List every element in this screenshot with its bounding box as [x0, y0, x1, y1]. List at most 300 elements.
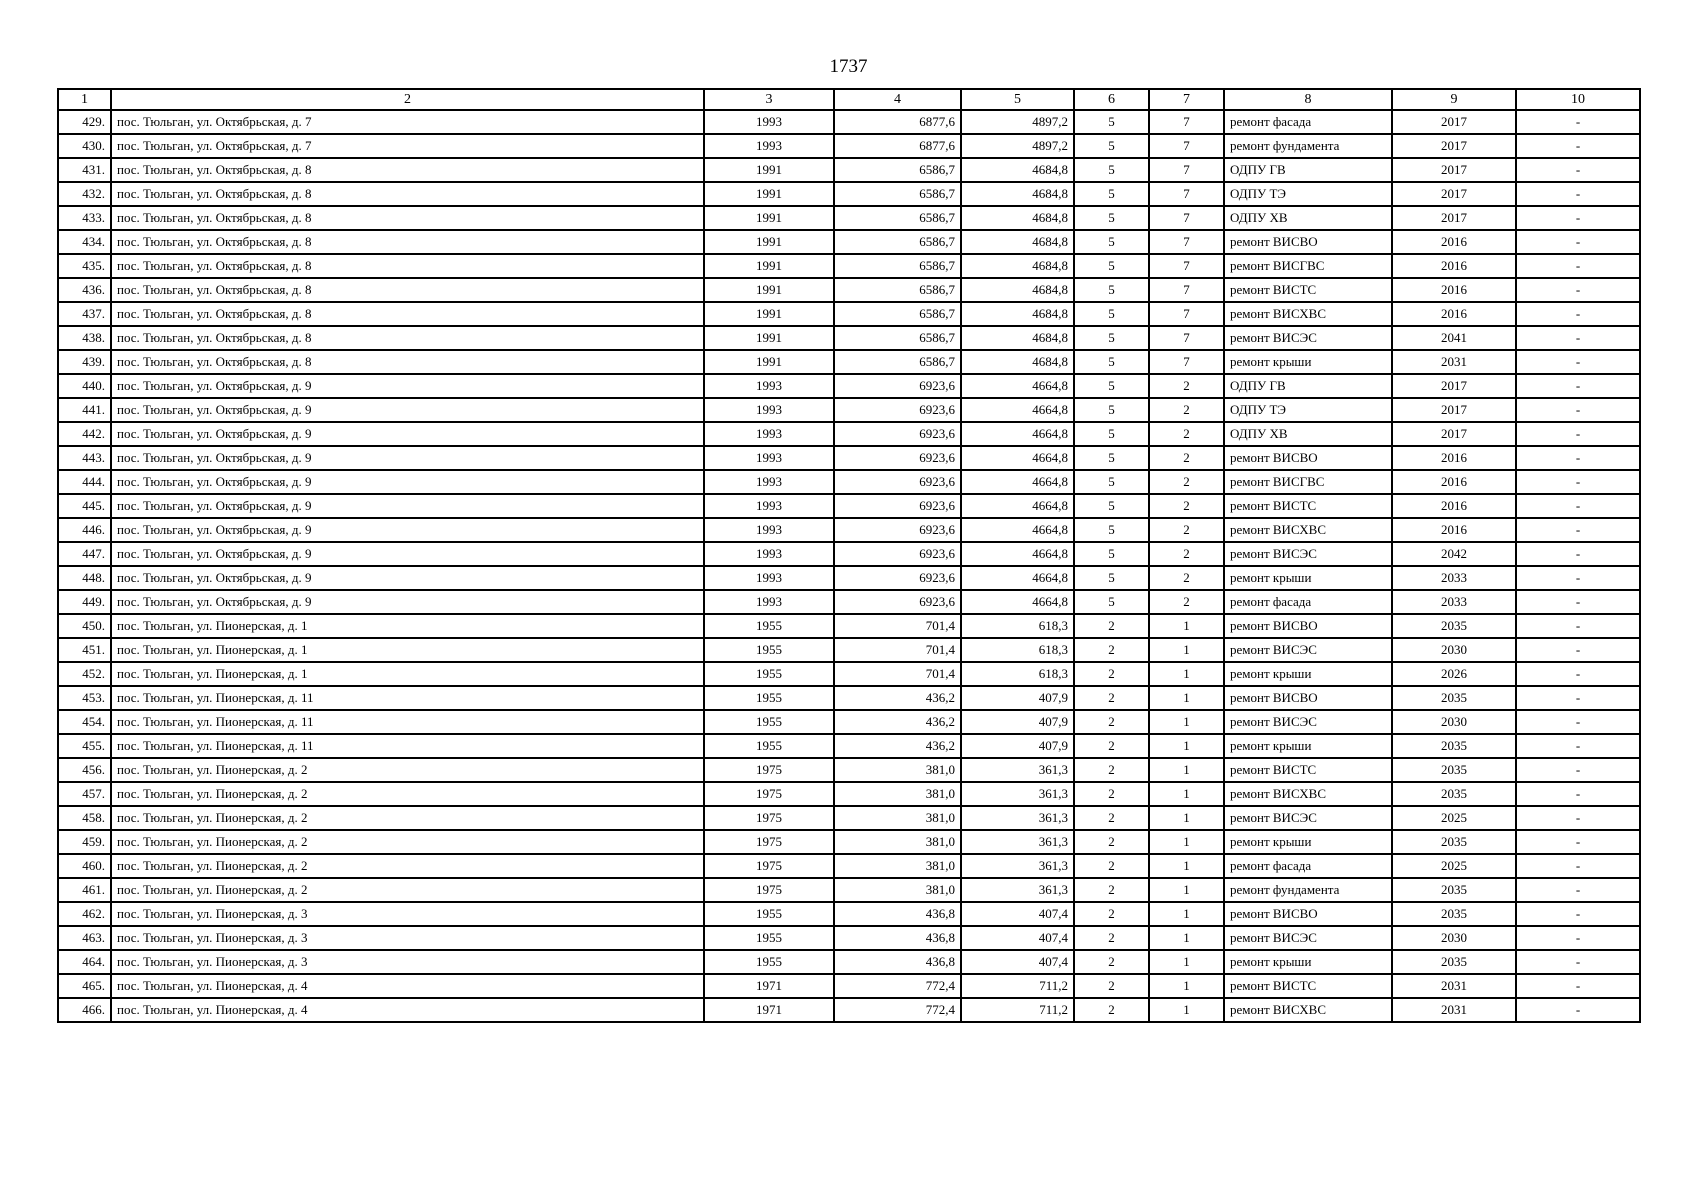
term-year-cell: 2030: [1392, 710, 1516, 734]
address-cell: пос. Тюльган, ул. Пионерская, д. 3: [111, 902, 704, 926]
living-area-cell: 4664,8: [961, 494, 1074, 518]
header-cell: 4: [834, 89, 961, 110]
year-cell: 1993: [704, 518, 834, 542]
column-10-cell: -: [1516, 830, 1640, 854]
floors-cell: 5: [1074, 230, 1149, 254]
floors-cell: 5: [1074, 446, 1149, 470]
total-area-cell: 6586,7: [834, 230, 961, 254]
column-10-cell: -: [1516, 614, 1640, 638]
column-10-cell: -: [1516, 854, 1640, 878]
floors-cell: 5: [1074, 110, 1149, 134]
table-row: [58, 110, 1640, 134]
address-cell: пос. Тюльган, ул. Октябрьская, д. 8: [111, 302, 704, 326]
floors-cell: 2: [1074, 806, 1149, 830]
term-year-cell: 2026: [1392, 662, 1516, 686]
year-cell: 1975: [704, 782, 834, 806]
address-cell: пос. Тюльган, ул. Октябрьская, д. 7: [111, 110, 704, 134]
row-number-cell: 429.: [58, 110, 111, 134]
year-cell: 1993: [704, 110, 834, 134]
row-number-cell: 442.: [58, 422, 111, 446]
capital-repair-table: [57, 88, 1641, 1023]
floors-cell: 2: [1074, 902, 1149, 926]
floors-cell: 5: [1074, 182, 1149, 206]
work-type-cell: ремонт ВИСЭС: [1224, 806, 1392, 830]
year-cell: 1975: [704, 806, 834, 830]
column-10-cell: -: [1516, 278, 1640, 302]
work-type-cell: ремонт ВИСХВС: [1224, 998, 1392, 1022]
entrances-cell: 7: [1149, 326, 1224, 350]
total-area-cell: 436,8: [834, 902, 961, 926]
year-cell: 1991: [704, 158, 834, 182]
row-number-cell: 454.: [58, 710, 111, 734]
address-cell: пос. Тюльган, ул. Октябрьская, д. 8: [111, 206, 704, 230]
entrances-cell: 2: [1149, 422, 1224, 446]
term-year-cell: 2016: [1392, 518, 1516, 542]
work-type-cell: ремонт ВИСХВС: [1224, 302, 1392, 326]
address-cell: пос. Тюльган, ул. Октябрьская, д. 8: [111, 278, 704, 302]
column-10-cell: -: [1516, 350, 1640, 374]
entrances-cell: 1: [1149, 998, 1224, 1022]
term-year-cell: 2016: [1392, 278, 1516, 302]
table-row: [58, 974, 1640, 998]
entrances-cell: 1: [1149, 974, 1224, 998]
total-area-cell: 6586,7: [834, 326, 961, 350]
living-area-cell: 4897,2: [961, 134, 1074, 158]
work-type-cell: ремонт крыши: [1224, 830, 1392, 854]
year-cell: 1975: [704, 854, 834, 878]
column-10-cell: -: [1516, 782, 1640, 806]
total-area-cell: 6923,6: [834, 446, 961, 470]
row-number-cell: 451.: [58, 638, 111, 662]
living-area-cell: 711,2: [961, 998, 1074, 1022]
address-cell: пос. Тюльган, ул. Октябрьская, д. 9: [111, 566, 704, 590]
column-10-cell: -: [1516, 638, 1640, 662]
row-number-cell: 439.: [58, 350, 111, 374]
address-cell: пос. Тюльган, ул. Пионерская, д. 11: [111, 686, 704, 710]
address-cell: пос. Тюльган, ул. Октябрьская, д. 9: [111, 494, 704, 518]
work-type-cell: ремонт ВИСВО: [1224, 446, 1392, 470]
column-10-cell: -: [1516, 302, 1640, 326]
year-cell: 1993: [704, 590, 834, 614]
floors-cell: 5: [1074, 422, 1149, 446]
term-year-cell: 2031: [1392, 974, 1516, 998]
address-cell: пос. Тюльган, ул. Пионерская, д. 11: [111, 734, 704, 758]
row-number-cell: 435.: [58, 254, 111, 278]
floors-cell: 2: [1074, 710, 1149, 734]
work-type-cell: ОДПУ ХВ: [1224, 422, 1392, 446]
year-cell: 1993: [704, 374, 834, 398]
floors-cell: 5: [1074, 326, 1149, 350]
living-area-cell: 4664,8: [961, 542, 1074, 566]
entrances-cell: 1: [1149, 806, 1224, 830]
table-row: [58, 926, 1640, 950]
row-number-cell: 447.: [58, 542, 111, 566]
table-row: [58, 254, 1640, 278]
term-year-cell: 2035: [1392, 902, 1516, 926]
living-area-cell: 4684,8: [961, 302, 1074, 326]
table-row: [58, 326, 1640, 350]
work-type-cell: ОДПУ ТЭ: [1224, 182, 1392, 206]
row-number-cell: 444.: [58, 470, 111, 494]
row-number-cell: 453.: [58, 686, 111, 710]
work-type-cell: ремонт ВИСВО: [1224, 686, 1392, 710]
living-area-cell: 361,3: [961, 806, 1074, 830]
term-year-cell: 2030: [1392, 638, 1516, 662]
table-row: [58, 374, 1640, 398]
total-area-cell: 6923,6: [834, 566, 961, 590]
entrances-cell: 2: [1149, 446, 1224, 470]
table-row: [58, 638, 1640, 662]
year-cell: 1955: [704, 614, 834, 638]
floors-cell: 5: [1074, 494, 1149, 518]
column-10-cell: -: [1516, 686, 1640, 710]
year-cell: 1955: [704, 710, 834, 734]
row-number-cell: 443.: [58, 446, 111, 470]
row-number-cell: 459.: [58, 830, 111, 854]
header-cell: 7: [1149, 89, 1224, 110]
table-row: [58, 662, 1640, 686]
table-row: [58, 134, 1640, 158]
address-cell: пос. Тюльган, ул. Октябрьская, д. 9: [111, 398, 704, 422]
column-10-cell: -: [1516, 230, 1640, 254]
header-cell: 9: [1392, 89, 1516, 110]
column-10-cell: -: [1516, 926, 1640, 950]
table-row: [58, 470, 1640, 494]
column-10-cell: -: [1516, 254, 1640, 278]
year-cell: 1991: [704, 182, 834, 206]
column-10-cell: -: [1516, 590, 1640, 614]
column-10-cell: -: [1516, 494, 1640, 518]
floors-cell: 2: [1074, 926, 1149, 950]
year-cell: 1975: [704, 830, 834, 854]
total-area-cell: 6923,6: [834, 398, 961, 422]
total-area-cell: 772,4: [834, 998, 961, 1022]
work-type-cell: ремонт крыши: [1224, 734, 1392, 758]
row-number-cell: 441.: [58, 398, 111, 422]
term-year-cell: 2035: [1392, 950, 1516, 974]
total-area-cell: 6586,7: [834, 350, 961, 374]
page-number: 1737: [829, 56, 868, 77]
address-cell: пос. Тюльган, ул. Октябрьская, д. 7: [111, 134, 704, 158]
entrances-cell: 1: [1149, 638, 1224, 662]
column-10-cell: -: [1516, 758, 1640, 782]
floors-cell: 5: [1074, 278, 1149, 302]
living-area-cell: 4664,8: [961, 422, 1074, 446]
living-area-cell: 407,9: [961, 686, 1074, 710]
floors-cell: 5: [1074, 134, 1149, 158]
work-type-cell: ремонт крыши: [1224, 566, 1392, 590]
table-row: [58, 950, 1640, 974]
floors-cell: 5: [1074, 302, 1149, 326]
floors-cell: 2: [1074, 662, 1149, 686]
living-area-cell: 4664,8: [961, 566, 1074, 590]
row-number-cell: 457.: [58, 782, 111, 806]
address-cell: пос. Тюльган, ул. Октябрьская, д. 9: [111, 446, 704, 470]
living-area-cell: 407,9: [961, 734, 1074, 758]
term-year-cell: 2016: [1392, 254, 1516, 278]
address-cell: пос. Тюльган, ул. Пионерская, д. 2: [111, 782, 704, 806]
term-year-cell: 2035: [1392, 734, 1516, 758]
living-area-cell: 4684,8: [961, 326, 1074, 350]
entrances-cell: 1: [1149, 926, 1224, 950]
entrances-cell: 1: [1149, 782, 1224, 806]
row-number-cell: 436.: [58, 278, 111, 302]
address-cell: пос. Тюльган, ул. Октябрьская, д. 9: [111, 374, 704, 398]
term-year-cell: 2016: [1392, 494, 1516, 518]
header-cell: 6: [1074, 89, 1149, 110]
floors-cell: 2: [1074, 854, 1149, 878]
table-row: [58, 302, 1640, 326]
entrances-cell: 7: [1149, 230, 1224, 254]
column-10-cell: -: [1516, 398, 1640, 422]
term-year-cell: 2031: [1392, 998, 1516, 1022]
entrances-cell: 2: [1149, 542, 1224, 566]
entrances-cell: 2: [1149, 374, 1224, 398]
living-area-cell: 4664,8: [961, 446, 1074, 470]
total-area-cell: 436,2: [834, 734, 961, 758]
address-cell: пос. Тюльган, ул. Пионерская, д. 1: [111, 638, 704, 662]
total-area-cell: 436,2: [834, 686, 961, 710]
table-row: [58, 566, 1640, 590]
entrances-cell: 1: [1149, 614, 1224, 638]
total-area-cell: 6586,7: [834, 158, 961, 182]
year-cell: 1991: [704, 230, 834, 254]
column-10-cell: -: [1516, 974, 1640, 998]
floors-cell: 2: [1074, 878, 1149, 902]
living-area-cell: 4664,8: [961, 518, 1074, 542]
work-type-cell: ремонт фундамента: [1224, 878, 1392, 902]
work-type-cell: ремонт фасада: [1224, 110, 1392, 134]
address-cell: пос. Тюльган, ул. Пионерская, д. 3: [111, 926, 704, 950]
living-area-cell: 711,2: [961, 974, 1074, 998]
row-number-cell: 458.: [58, 806, 111, 830]
floors-cell: 2: [1074, 974, 1149, 998]
total-area-cell: 6586,7: [834, 278, 961, 302]
address-cell: пос. Тюльган, ул. Октябрьская, д. 8: [111, 158, 704, 182]
row-number-cell: 465.: [58, 974, 111, 998]
term-year-cell: 2042: [1392, 542, 1516, 566]
column-10-cell: -: [1516, 806, 1640, 830]
row-number-cell: 434.: [58, 230, 111, 254]
address-cell: пос. Тюльган, ул. Октябрьская, д. 9: [111, 590, 704, 614]
work-type-cell: ремонт крыши: [1224, 950, 1392, 974]
term-year-cell: 2025: [1392, 806, 1516, 830]
entrances-cell: 1: [1149, 902, 1224, 926]
total-area-cell: 6877,6: [834, 110, 961, 134]
floors-cell: 5: [1074, 566, 1149, 590]
table-row: [58, 686, 1640, 710]
row-number-cell: 438.: [58, 326, 111, 350]
living-area-cell: 4684,8: [961, 182, 1074, 206]
work-type-cell: ремонт ВИСЭС: [1224, 326, 1392, 350]
living-area-cell: 4664,8: [961, 374, 1074, 398]
table-row: [58, 542, 1640, 566]
term-year-cell: 2025: [1392, 854, 1516, 878]
row-number-cell: 445.: [58, 494, 111, 518]
floors-cell: 2: [1074, 638, 1149, 662]
column-10-cell: -: [1516, 206, 1640, 230]
total-area-cell: 6586,7: [834, 182, 961, 206]
row-number-cell: 446.: [58, 518, 111, 542]
work-type-cell: ремонт ВИСЭС: [1224, 926, 1392, 950]
term-year-cell: 2017: [1392, 134, 1516, 158]
table-row: [58, 782, 1640, 806]
total-area-cell: 6877,6: [834, 134, 961, 158]
work-type-cell: ремонт крыши: [1224, 662, 1392, 686]
year-cell: 1975: [704, 878, 834, 902]
column-10-cell: -: [1516, 950, 1640, 974]
table-row: [58, 350, 1640, 374]
column-10-cell: -: [1516, 182, 1640, 206]
living-area-cell: 407,4: [961, 926, 1074, 950]
year-cell: 1955: [704, 926, 834, 950]
row-number-cell: 461.: [58, 878, 111, 902]
address-cell: пос. Тюльган, ул. Октябрьская, д. 9: [111, 542, 704, 566]
column-10-cell: -: [1516, 566, 1640, 590]
total-area-cell: 381,0: [834, 830, 961, 854]
header-cell: 2: [111, 89, 704, 110]
address-cell: пос. Тюльган, ул. Пионерская, д. 11: [111, 710, 704, 734]
entrances-cell: 1: [1149, 734, 1224, 758]
column-10-cell: -: [1516, 878, 1640, 902]
table-row: [58, 206, 1640, 230]
table-body: [58, 110, 1640, 1022]
floors-cell: 2: [1074, 686, 1149, 710]
term-year-cell: 2017: [1392, 110, 1516, 134]
row-number-cell: 452.: [58, 662, 111, 686]
total-area-cell: 6923,6: [834, 470, 961, 494]
table-row: [58, 806, 1640, 830]
address-cell: пос. Тюльган, ул. Октябрьская, д. 8: [111, 230, 704, 254]
row-number-cell: 433.: [58, 206, 111, 230]
work-type-cell: ОДПУ ТЭ: [1224, 398, 1392, 422]
term-year-cell: 2017: [1392, 422, 1516, 446]
year-cell: 1955: [704, 662, 834, 686]
row-number-cell: 463.: [58, 926, 111, 950]
floors-cell: 5: [1074, 206, 1149, 230]
work-type-cell: ремонт ВИСЭС: [1224, 710, 1392, 734]
year-cell: 1955: [704, 638, 834, 662]
column-10-cell: -: [1516, 998, 1640, 1022]
work-type-cell: ремонт ВИСВО: [1224, 614, 1392, 638]
work-type-cell: ремонт ВИСВО: [1224, 230, 1392, 254]
term-year-cell: 2016: [1392, 470, 1516, 494]
table-row: [58, 398, 1640, 422]
table-row: [58, 614, 1640, 638]
year-cell: 1991: [704, 350, 834, 374]
year-cell: 1993: [704, 134, 834, 158]
year-cell: 1991: [704, 302, 834, 326]
year-cell: 1991: [704, 254, 834, 278]
total-area-cell: 701,4: [834, 614, 961, 638]
table-row: [58, 854, 1640, 878]
total-area-cell: 381,0: [834, 878, 961, 902]
term-year-cell: 2016: [1392, 302, 1516, 326]
table-row: [58, 518, 1640, 542]
row-number-cell: 440.: [58, 374, 111, 398]
address-cell: пос. Тюльган, ул. Пионерская, д. 1: [111, 662, 704, 686]
living-area-cell: 618,3: [961, 614, 1074, 638]
work-type-cell: ремонт ВИСТС: [1224, 278, 1392, 302]
work-type-cell: ремонт ВИСХВС: [1224, 518, 1392, 542]
work-type-cell: ОДПУ ГВ: [1224, 158, 1392, 182]
column-10-cell: -: [1516, 542, 1640, 566]
table-row: [58, 182, 1640, 206]
floors-cell: 5: [1074, 470, 1149, 494]
term-year-cell: 2035: [1392, 782, 1516, 806]
address-cell: пос. Тюльган, ул. Октябрьская, д. 8: [111, 326, 704, 350]
column-10-cell: -: [1516, 446, 1640, 470]
term-year-cell: 2017: [1392, 374, 1516, 398]
term-year-cell: 2035: [1392, 830, 1516, 854]
row-number-cell: 455.: [58, 734, 111, 758]
row-number-cell: 448.: [58, 566, 111, 590]
year-cell: 1955: [704, 734, 834, 758]
floors-cell: 5: [1074, 518, 1149, 542]
total-area-cell: 436,8: [834, 926, 961, 950]
work-type-cell: ремонт крыши: [1224, 350, 1392, 374]
living-area-cell: 4684,8: [961, 254, 1074, 278]
year-cell: 1991: [704, 326, 834, 350]
entrances-cell: 2: [1149, 470, 1224, 494]
work-type-cell: ремонт ВИСТС: [1224, 758, 1392, 782]
table-row: [58, 230, 1640, 254]
address-cell: пос. Тюльган, ул. Пионерская, д. 2: [111, 758, 704, 782]
address-cell: пос. Тюльган, ул. Октябрьская, д. 8: [111, 350, 704, 374]
living-area-cell: 4664,8: [961, 398, 1074, 422]
address-cell: пос. Тюльган, ул. Пионерская, д. 2: [111, 878, 704, 902]
column-10-cell: -: [1516, 518, 1640, 542]
entrances-cell: 1: [1149, 830, 1224, 854]
term-year-cell: 2031: [1392, 350, 1516, 374]
living-area-cell: 4664,8: [961, 470, 1074, 494]
year-cell: 1993: [704, 446, 834, 470]
term-year-cell: 2017: [1392, 158, 1516, 182]
living-area-cell: 407,4: [961, 950, 1074, 974]
address-cell: пос. Тюльган, ул. Октябрьская, д. 9: [111, 518, 704, 542]
term-year-cell: 2033: [1392, 590, 1516, 614]
living-area-cell: 4684,8: [961, 230, 1074, 254]
work-type-cell: ремонт фасада: [1224, 854, 1392, 878]
term-year-cell: 2016: [1392, 446, 1516, 470]
table-row: [58, 590, 1640, 614]
work-type-cell: ремонт ВИСГВС: [1224, 470, 1392, 494]
entrances-cell: 7: [1149, 110, 1224, 134]
living-area-cell: 618,3: [961, 638, 1074, 662]
header-cell: 8: [1224, 89, 1392, 110]
header-cell: 1: [58, 89, 111, 110]
year-cell: 1993: [704, 422, 834, 446]
address-cell: пос. Тюльган, ул. Октябрьская, д. 9: [111, 470, 704, 494]
term-year-cell: 2033: [1392, 566, 1516, 590]
total-area-cell: 6923,6: [834, 374, 961, 398]
year-cell: 1993: [704, 470, 834, 494]
floors-cell: 2: [1074, 614, 1149, 638]
floors-cell: 2: [1074, 950, 1149, 974]
work-type-cell: ОДПУ ГВ: [1224, 374, 1392, 398]
work-type-cell: ремонт ВИСТС: [1224, 494, 1392, 518]
header-row: [58, 89, 1640, 110]
year-cell: 1991: [704, 278, 834, 302]
year-cell: 1993: [704, 542, 834, 566]
living-area-cell: 407,9: [961, 710, 1074, 734]
address-cell: пос. Тюльган, ул. Пионерская, д. 2: [111, 830, 704, 854]
entrances-cell: 7: [1149, 206, 1224, 230]
total-area-cell: 6923,6: [834, 494, 961, 518]
living-area-cell: 4664,8: [961, 590, 1074, 614]
total-area-cell: 381,0: [834, 806, 961, 830]
entrances-cell: 2: [1149, 590, 1224, 614]
